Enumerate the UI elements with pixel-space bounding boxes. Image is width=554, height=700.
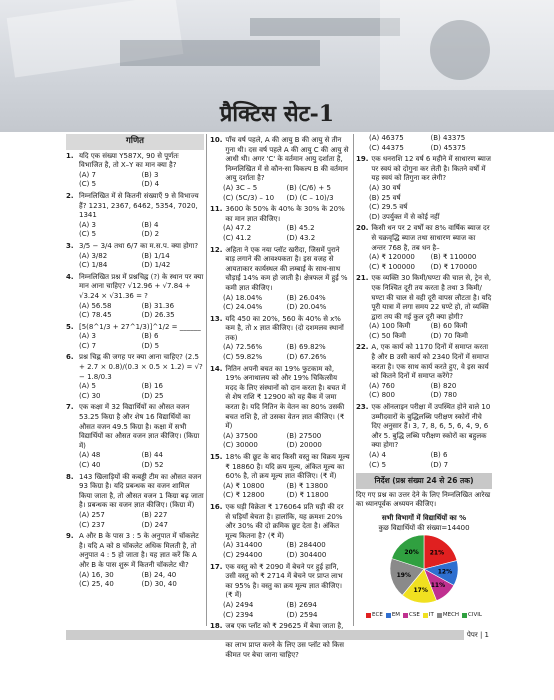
option: (D) 780 [430, 391, 457, 400]
banner-book-shape [250, 18, 400, 36]
option: (C) 59.82% [223, 353, 263, 362]
question-number: 10. [210, 136, 223, 144]
question-number: 22. [356, 343, 369, 352]
option: (A) 16, 30 [79, 570, 114, 579]
option: (C) 5 [369, 460, 387, 469]
pie-data-label: 20% [404, 549, 419, 557]
footer-page-label: पेपर | 1 [464, 630, 492, 640]
question-item [66, 323, 204, 352]
option: (D) 304400 [286, 550, 327, 559]
option: (D) (C – 10)/3 [286, 193, 334, 202]
options [66, 332, 204, 351]
pie-data-label: 21% [429, 549, 445, 557]
question-item [66, 152, 204, 190]
option: (D) 7 [430, 460, 449, 469]
legend-item [437, 611, 459, 621]
legend-item [366, 611, 383, 621]
question-text: 143 खिलाड़ियों की कबड्डी टीम का औसत वजन 93 किग्रा है। यदि प्रबन्धक का वजन शामिल किया जाता है, तो औसत वजन 1 किग्रा बढ़ जाता है। प्रबन्धक का वजन ज्ञात कीजिए। (किग्रा में) [79, 472, 204, 510]
section-header: गणित [66, 134, 204, 150]
legend-label: CIVIL [468, 611, 482, 618]
question-number: 9. [66, 532, 74, 541]
option: (B) 24, 40 [141, 570, 177, 579]
legend-swatch [437, 613, 442, 618]
question-text: 3600 के 50% के 40% के 30% के 20% का मान ज्ञात कीजिए। [225, 205, 345, 223]
question-text: A, एक कार्य को 1170 दिनों में समाप्त करता है और B उसी कार्य को 2340 दिनों में समाप्त करता है। एक साथ कार्य करते हुए, वे इस कार्य को कितने दिनों में समाप्त करेंगे? [371, 343, 489, 381]
pie-chart [356, 514, 492, 626]
chart-title: सभी विभागों में विद्यार्थियों का % [381, 513, 467, 522]
question-number: 8. [66, 472, 74, 481]
footer-label: पेपर [466, 631, 478, 639]
option: (C) 78.45 [79, 311, 112, 320]
option: (A) 3 [79, 332, 96, 341]
option: (A) 4 [369, 451, 386, 459]
question-item [356, 224, 492, 272]
column-right [356, 134, 492, 626]
option: (A) 5 [79, 382, 96, 391]
question-item [356, 134, 492, 153]
options [356, 451, 492, 470]
question-text: जब एक प्लॉट को ₹ 29625 में बेचा जाता है, का लाभ प्राप्त करने के लिए उस प्लॉट को किस कीमत पर बेचा जाना चाहिए? [225, 622, 345, 659]
question-item [66, 242, 204, 271]
footer-bar [66, 630, 492, 640]
options [66, 221, 204, 240]
options [356, 134, 492, 153]
options [66, 511, 204, 530]
option [440, 194, 492, 204]
option: (D) 25 [141, 391, 164, 400]
question-number: 1. [66, 151, 74, 160]
question-number: 5. [66, 322, 74, 331]
question-number: 18. [210, 622, 223, 631]
options [356, 322, 492, 341]
question-text: 3/5 − 3/4 तथा 6/7 का म.स.प. क्या होगा? [79, 241, 199, 250]
question-text: यदि एक संख्या Y587X, 90 से पूर्णतः विभाजित है, तो X–Y का मान क्या है? [79, 151, 179, 170]
question-text: पाँच वर्ष पहले, A की आयु B की आयु से तीन गुना थी। दस वर्ष पहले A की आयु C की आयु से आधी थी। अगर 'C' के वर्तमान आयु दर्शाता है, निम्नलिखित में से कौन-सा विकल्प B की वर्तमान आयु दर्शाता है? [225, 136, 349, 183]
options [210, 541, 350, 560]
option: (B) ₹ 13800 [286, 481, 328, 490]
question-text: यदि 450 का 20%, 560 के 40% से x% कम है, तो x ज्ञात कीजिए। (दो दशमलव स्थानों तक) [225, 314, 344, 342]
options [66, 382, 204, 401]
option: (B) 6 [430, 451, 448, 459]
column-divider [353, 134, 354, 626]
question-item [66, 532, 204, 590]
option: (C) 30000 [223, 441, 258, 450]
option: (A) 314400 [223, 541, 263, 550]
pie-data-label: 11% [430, 581, 446, 589]
option: (D) 20000 [286, 441, 322, 450]
question-item [210, 246, 350, 313]
question-text: अहिता ने एक नया प्लॉट खरीदा, जिसमें पुराने बाड़ लगाने की आवश्यकता है। इस वजह से आयताकार कार्यस्थल की लम्बाई के साथ-साथ चौड़ाई 14% कम हो जाती है। क्षेत्रफल में हुई % कमी ज्ञात कीजिए। [225, 245, 348, 292]
option: (D) उपर्युक्त में से कोई नहीं [369, 212, 440, 221]
page-title: प्रैक्टिस सेट-1 [219, 101, 335, 127]
question-number: 3. [66, 241, 74, 250]
question-item [356, 274, 492, 341]
option: (A) 37500 [223, 431, 258, 440]
legend-swatch [386, 613, 391, 618]
option: (D) 52 [141, 461, 164, 469]
option: (C) ₹ 100000 [369, 262, 415, 271]
question-item [210, 136, 350, 203]
question-item [210, 365, 350, 451]
options [66, 171, 204, 190]
option: (B) 25 वर्ष [369, 193, 401, 202]
options [210, 294, 350, 313]
legend-item [462, 611, 482, 621]
option [440, 213, 492, 223]
question-number: 15. [210, 453, 223, 461]
option: (B) 16 [141, 382, 163, 391]
option: (B) 227 [141, 510, 168, 519]
legend-label: MECH [442, 611, 460, 618]
options [66, 451, 204, 470]
question-number: 14. [210, 364, 223, 373]
option: (B) (C/6) + 5 [286, 183, 331, 192]
question-text: निम्नलिखित प्रश्न में प्रश्नचिह्न (?) के स्थान पर क्या मान आना चाहिए? √12.96 + √7.84 + √3.24 × √31.36 = ? [79, 272, 204, 300]
option: (C) 29.5 वर्ष [369, 203, 408, 212]
question-text: प्रश्न चिह्न की जगह पर क्या आना चाहिए? (2.5 + 2.7 × 0.8)/(0.3 × 0.5 × 1.2) = √? − 1.8/0.3 [79, 353, 203, 381]
option: (A) 47.2 [223, 224, 252, 233]
options [356, 253, 492, 272]
option: (B) 27500 [286, 431, 322, 440]
question-item [210, 622, 350, 660]
option: (C) 50 किमी [369, 331, 406, 340]
option: (D) 2594 [286, 610, 318, 619]
options [66, 571, 204, 590]
pie-data-label: 17% [413, 586, 428, 594]
question-text: एक व्यक्ति 30 किमी/घण्टा की चाल से, ट्रेन से, एक निश्चित दूरी तय करता है तथा 3 किमी/घण्टा की चाल से वही दूरी वापस लौटता है। यदि पूरी यात्रा में लगा समय 22 घण्टे हो, तो व्यक्ति द्वारा तय की गई कुल दूरी क्या होगी? [371, 274, 492, 321]
column-divider [206, 134, 207, 626]
option: (A) 56.58 [79, 301, 112, 310]
pie-svg [356, 533, 492, 605]
option: (C) 5 [79, 180, 97, 189]
banner-globe-shape [430, 20, 490, 80]
option: (D) 2 [141, 230, 160, 239]
option: (A) ₹ 120000 [369, 253, 415, 262]
option: (C) 7 [79, 341, 97, 350]
option: (A) 18.04% [223, 293, 263, 302]
legend-swatch [423, 613, 428, 618]
option: (D) 1/42 [141, 261, 171, 270]
option: (D) 5 [141, 341, 160, 350]
option: (B) ₹ 110000 [430, 253, 477, 262]
options [210, 184, 350, 203]
option: (A) 48 [79, 451, 101, 460]
question-text: नितिन अपनी बचत का 19% फुटकाम को, 19% अनाथालय को और 19% चिकित्सीय मदद के लिए संस्थानों को दान करता है। बचत में से शेष राशि ₹ 12900 को वह बैंक में जमा करता है। यदि नितिन के वेतन का 80% उसकी बचत राशि है, तो उसका वेतन ज्ञात कीजिए। (₹ में) [225, 364, 346, 431]
question-item [356, 155, 492, 222]
option: (D) 20.04% [286, 303, 327, 312]
option: (B) 31.36 [141, 301, 175, 310]
legend-swatch [366, 613, 371, 618]
question-item [210, 315, 350, 363]
option: (C) 30 [79, 391, 101, 400]
option: (C) 294400 [223, 550, 263, 559]
option: (B) 2694 [286, 600, 317, 609]
question-number: 2. [66, 191, 74, 200]
option: (C) (5C/3) – 10 [223, 193, 275, 202]
options [210, 224, 350, 243]
legend-swatch [403, 613, 408, 618]
chart-legend [356, 611, 492, 621]
question-number: 23. [356, 403, 369, 412]
option: (C) 40 [79, 461, 101, 469]
options [356, 184, 492, 222]
legend-item [403, 611, 420, 621]
question-number: 6. [66, 353, 74, 362]
option: (B) 4 [141, 220, 159, 229]
option: (A) 100 किमी [369, 322, 411, 331]
column-middle [210, 134, 350, 660]
option: (D) ₹ 11800 [286, 491, 329, 500]
option: (D) 247 [141, 520, 168, 529]
pie-data-label: 12% [437, 568, 453, 576]
legend-swatch [462, 613, 467, 618]
option: (C) 41.2 [223, 233, 252, 242]
option: (C) 2394 [223, 610, 254, 619]
question-text: A और B के पास 3 : 5 के अनुपात में चॉकलेट है। यदि A को 8 चॉकलेट अधिक मिलती है, तो अनुपात 4 : 5 हो जाता है। यह ज्ञात करें कि A और B के पास शुरू में कितनी चॉकलेट थी? [79, 532, 199, 569]
question-item [66, 273, 204, 321]
question-item [66, 473, 204, 531]
option: (A) 46375 [369, 134, 404, 142]
option: (D) 45375 [430, 143, 466, 152]
option: (B) 44 [141, 451, 163, 460]
option: (A) 3 [79, 220, 96, 229]
option: (A) 3/82 [79, 251, 108, 260]
option: (D) 67.26% [286, 353, 327, 362]
option: (C) ₹ 12800 [223, 491, 265, 500]
options [210, 601, 350, 620]
option: (B) 69.82% [286, 343, 326, 352]
pie-data-label: 19% [396, 572, 411, 580]
option: (A) 2494 [223, 600, 254, 609]
options [66, 252, 204, 271]
option: (D) ₹ 170000 [430, 262, 477, 271]
option: (B) 1/14 [141, 251, 170, 260]
question-text: एक ऑनलाइन परीक्षा में उपस्थित होने वाले 10 उम्मीदवारों के बुद्धिलब्धि परीक्षण स्कोरों नीचे दिए अनुसार हैं। 3, 7, 8, 6, 5, 6, 4, 9, 6 और 5. बुद्धि लब्धि परीक्षण स्कोरों का बहुलक क्या होगा? [371, 403, 491, 450]
option: (A) 30 वर्ष [369, 183, 401, 192]
question-number: 7. [66, 403, 74, 412]
question-number: 4. [66, 272, 74, 281]
question-text: [5(8^1/3 + 27^1/3)]^1/2 = ______ [79, 322, 201, 331]
question-item [210, 563, 350, 621]
question-text: एक घड़ी विक्रेता ₹ 176064 प्रति घड़ी की दर से घड़ियाँ बेचता है। हालांकि, यह क्रमशः 20% और 30% की दो क्रमिक छूट देता है। अंकित मूल्य कितना है? (₹ में) [225, 502, 344, 540]
option: (A) 257 [79, 510, 105, 519]
page-number: 1 [484, 631, 489, 639]
option: (D) 70 किमी [430, 331, 468, 340]
options [356, 382, 492, 401]
question-item [210, 503, 350, 561]
option: (C) 237 [79, 520, 105, 529]
question-number: 17. [210, 562, 223, 571]
option: (D) 4 [141, 180, 160, 189]
question-item [66, 353, 204, 401]
option [440, 184, 492, 194]
option: (B) 820 [430, 381, 457, 390]
legend-label: ECE [372, 611, 383, 618]
direction-text: दिए गए प्रश्न का उत्तर देने के लिए निम्नलिखित आरेख का ध्यानपूर्वक अध्ययन कीजिए। [356, 490, 491, 509]
question-text: निम्नलिखित में से कितनी संख्याएँ 9 से विभाज्य हैं? 1231, 2367, 6462, 5354, 7020, 1341 [79, 191, 199, 220]
direction-header: निर्देश (प्रश्न संख्या 24 से 26 तक) [356, 473, 492, 489]
question-item [356, 343, 492, 401]
question-number: 11. [210, 205, 223, 214]
option: (B) 26.04% [286, 293, 326, 302]
question-item [66, 192, 204, 240]
options [210, 343, 350, 362]
option: (D) 26.35 [141, 311, 175, 320]
option: (B) 43375 [430, 134, 466, 142]
option: (C) 1/84 [79, 261, 108, 270]
option: (C) 800 [369, 391, 395, 400]
question-number: 13. [210, 314, 223, 323]
option: (C) 44375 [369, 143, 404, 152]
option: (A) 760 [369, 381, 395, 390]
options [210, 482, 350, 501]
question-text: एक वस्तु को ₹ 2090 में बेचने पर हुई हानि, उसी वस्तु को ₹ 2714 में बेचने पर प्राप्त लाभ का 95% है। वस्तु का क्रय मूल्य ज्ञात कीजिए। (₹ में) [225, 562, 343, 600]
legend-item [423, 611, 434, 621]
question-text: एक धनराशि 12 वर्ष 6 महीने में साधारण ब्याज पर स्वयं को दोगुना कर लेती है। कितने वर्षों में यह स्वयं को तिगुना कर लेगी? [371, 155, 491, 183]
option: (A) 72.56% [223, 343, 263, 352]
question-text: एक कक्षा में 32 विद्यार्थियों का औसत वजन 53.25 किग्रा है और शेष 16 विद्यार्थियों का औसत वजन 49.5 किग्रा है। कक्षा में सभी विद्यार्थियों का औसत वजन ज्ञात कीजिए। (किग्रा में) [79, 403, 200, 450]
legend-label: EM [391, 611, 401, 618]
question-number: 12. [210, 245, 223, 254]
question-text: किसी धन पर 2 वर्षों का 8% वार्षिक ब्याज दर से चक्रवृद्धि ब्याज तथा साधारण ब्याज का अन्तर 768 है, तब धन है– [371, 224, 490, 252]
option: (C) 5 [79, 230, 97, 239]
question-number: 19. [356, 155, 369, 164]
question-number: 21. [356, 274, 369, 283]
option: (C) 24.04% [223, 303, 263, 312]
banner-book-shape [120, 40, 320, 66]
question-item [210, 205, 350, 243]
question-number: 20. [356, 224, 369, 233]
legend-item [386, 611, 400, 621]
option [440, 203, 492, 213]
question-item [210, 453, 350, 501]
option: (B) 45.2 [286, 224, 315, 233]
question-text: 18% की छूट के बाद किसी वस्तु का विक्रय मूल्य ₹ 18860 है। यदि क्रय मूल्य, अंकित मूल्य का 60% है, तो क्रय मूल्य ज्ञात कीजिए। (₹ में) [225, 453, 350, 481]
option: (B) 3 [141, 170, 159, 179]
legend-label: CSE [409, 611, 420, 618]
question-item [356, 403, 492, 470]
option: (B) 284400 [286, 541, 326, 550]
option: (A) 7 [79, 170, 96, 179]
column-left [66, 134, 204, 590]
option: (D) 43.2 [286, 233, 316, 242]
option: (C) 25, 40 [79, 580, 114, 589]
option: (B) 6 [141, 332, 159, 341]
question-item [66, 403, 204, 470]
option: (A) ₹ 10800 [223, 481, 265, 490]
options [66, 302, 204, 321]
option: (D) 30, 40 [141, 580, 177, 589]
chart-subtitle: कुछ विद्यार्थियों की संख्या=14400 [378, 523, 470, 532]
options [210, 432, 350, 451]
option: (B) 60 किमी [430, 322, 468, 331]
legend-label: IT [428, 611, 434, 618]
question-number: 16. [210, 502, 223, 511]
option: (A) 3C – 5 [223, 183, 258, 192]
